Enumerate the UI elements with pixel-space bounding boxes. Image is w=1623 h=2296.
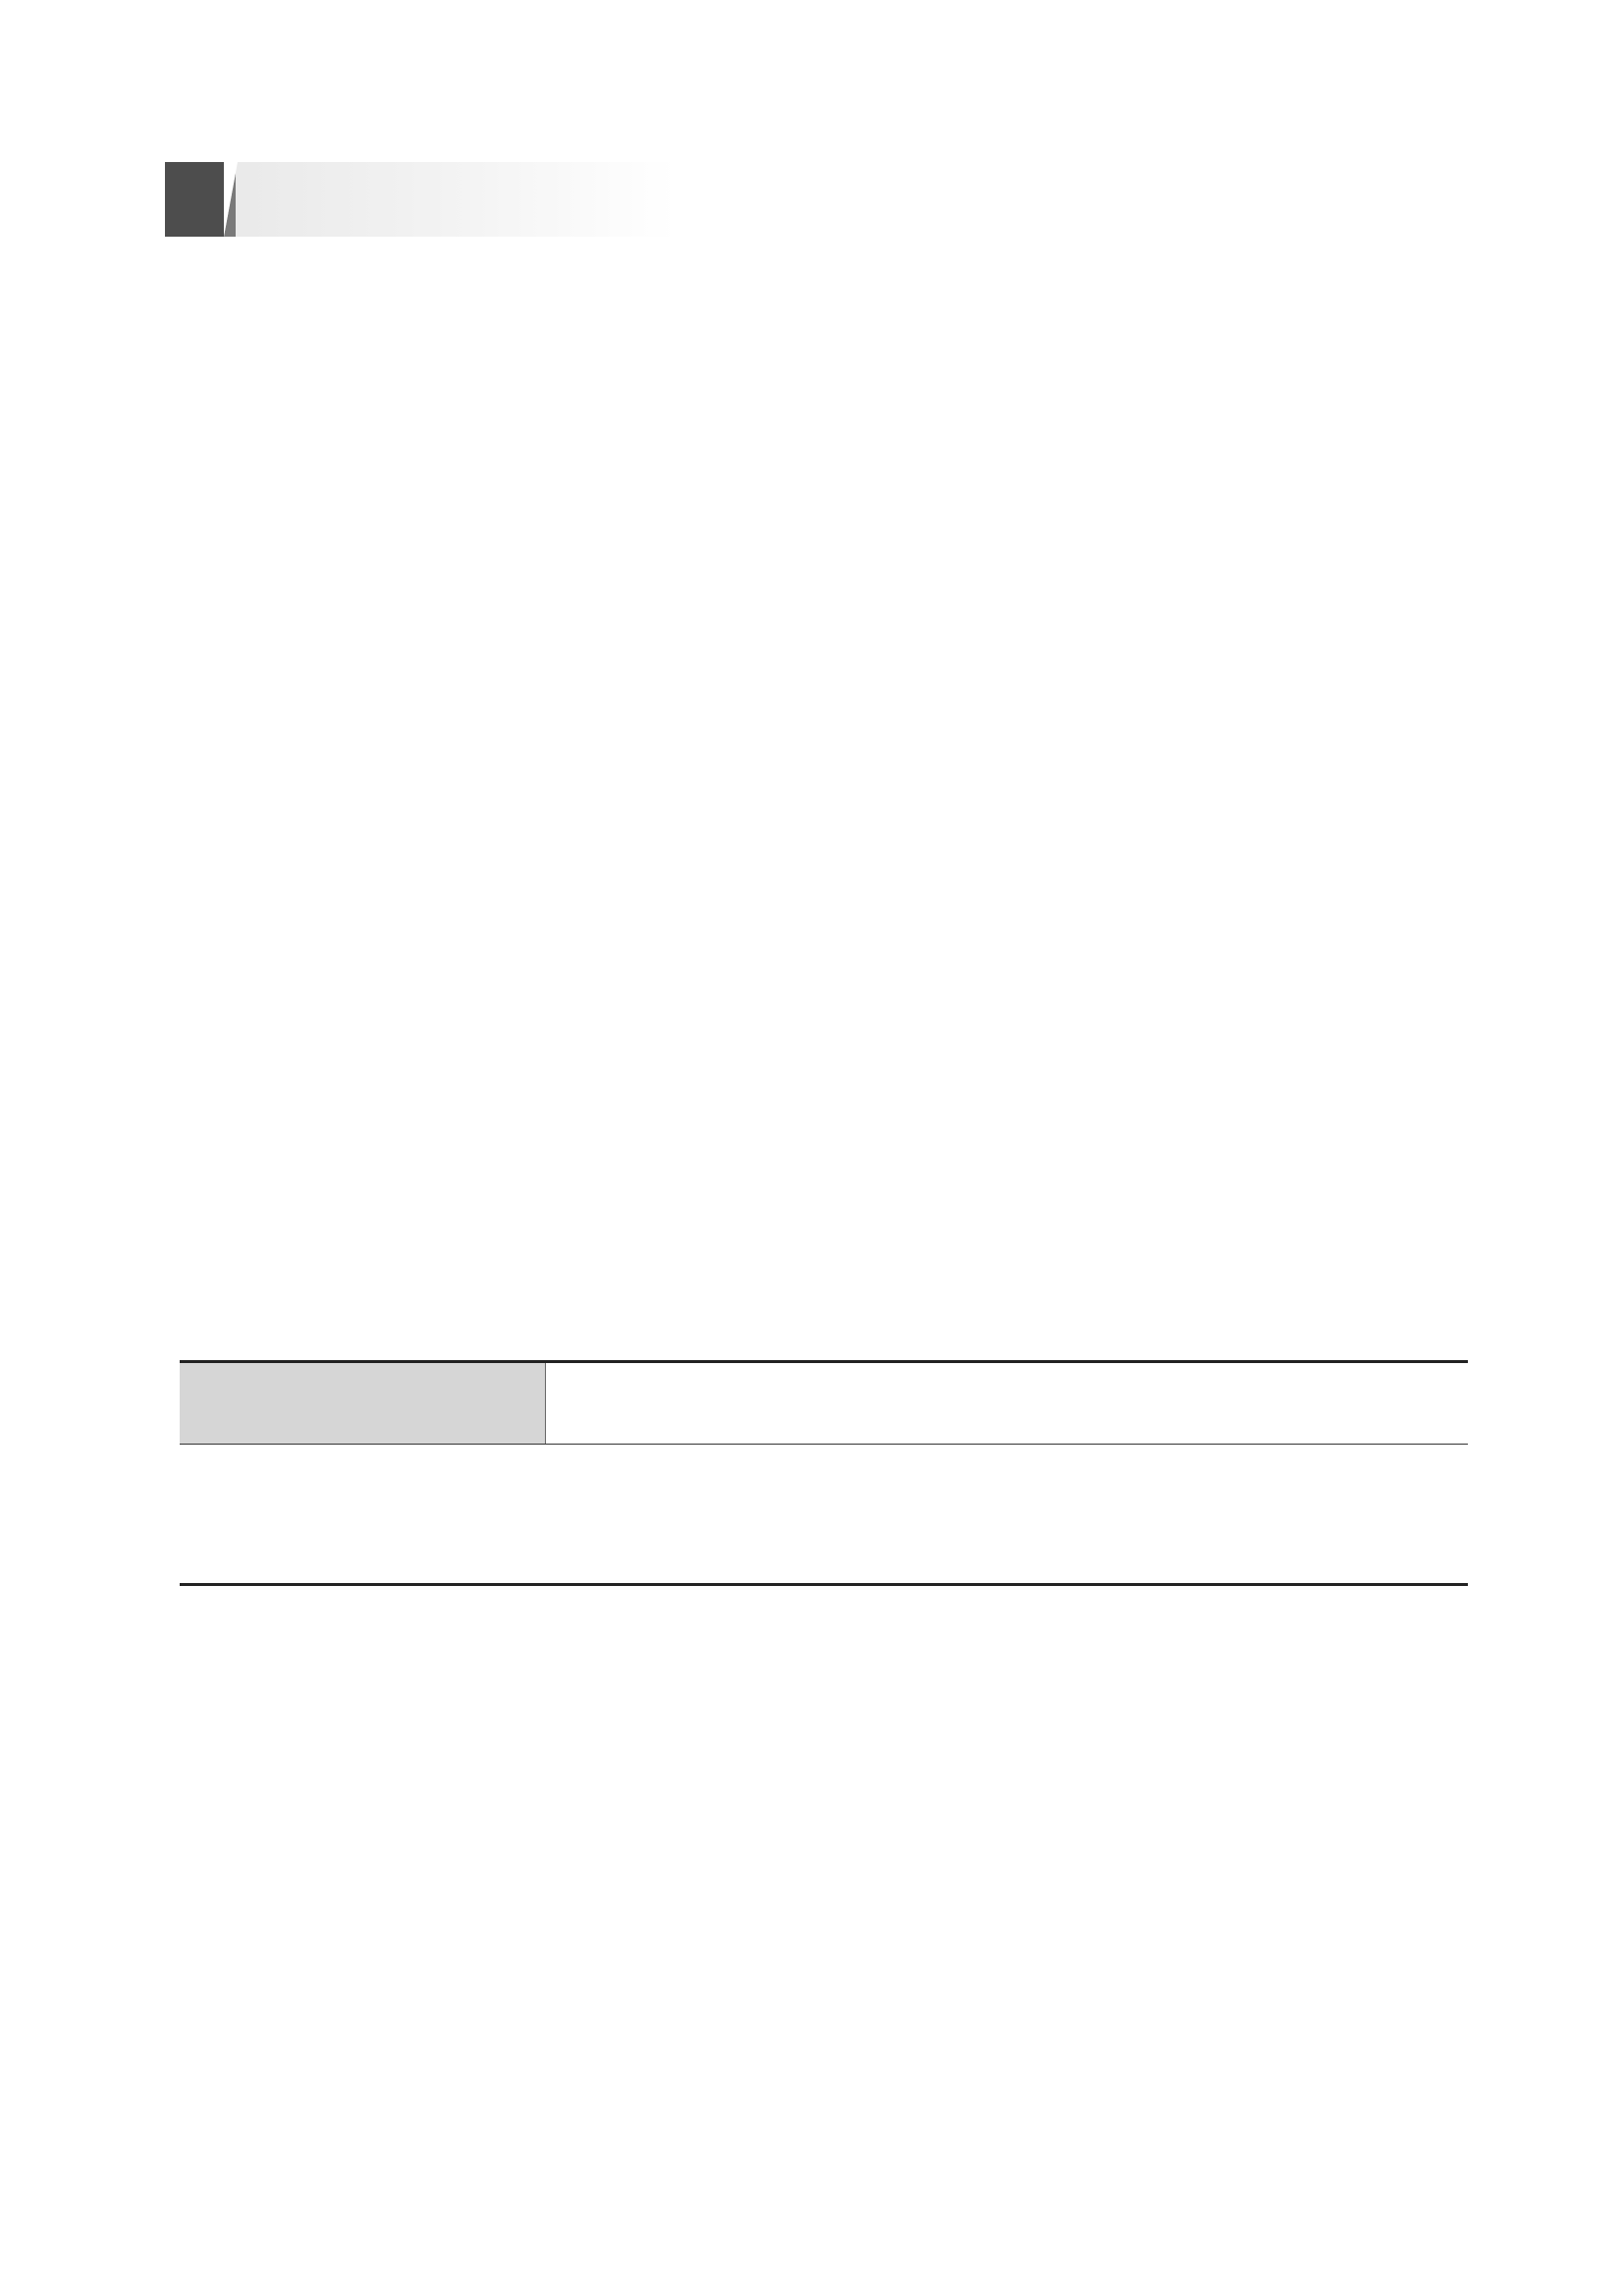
table-header-cell (180, 1363, 546, 1444)
table-note (180, 1577, 1468, 1586)
section-header (165, 162, 1471, 241)
required-documents-table (180, 1360, 1468, 1445)
table-documents-cell (546, 1363, 564, 1444)
section-number (165, 162, 224, 237)
section-header-band (224, 162, 676, 237)
